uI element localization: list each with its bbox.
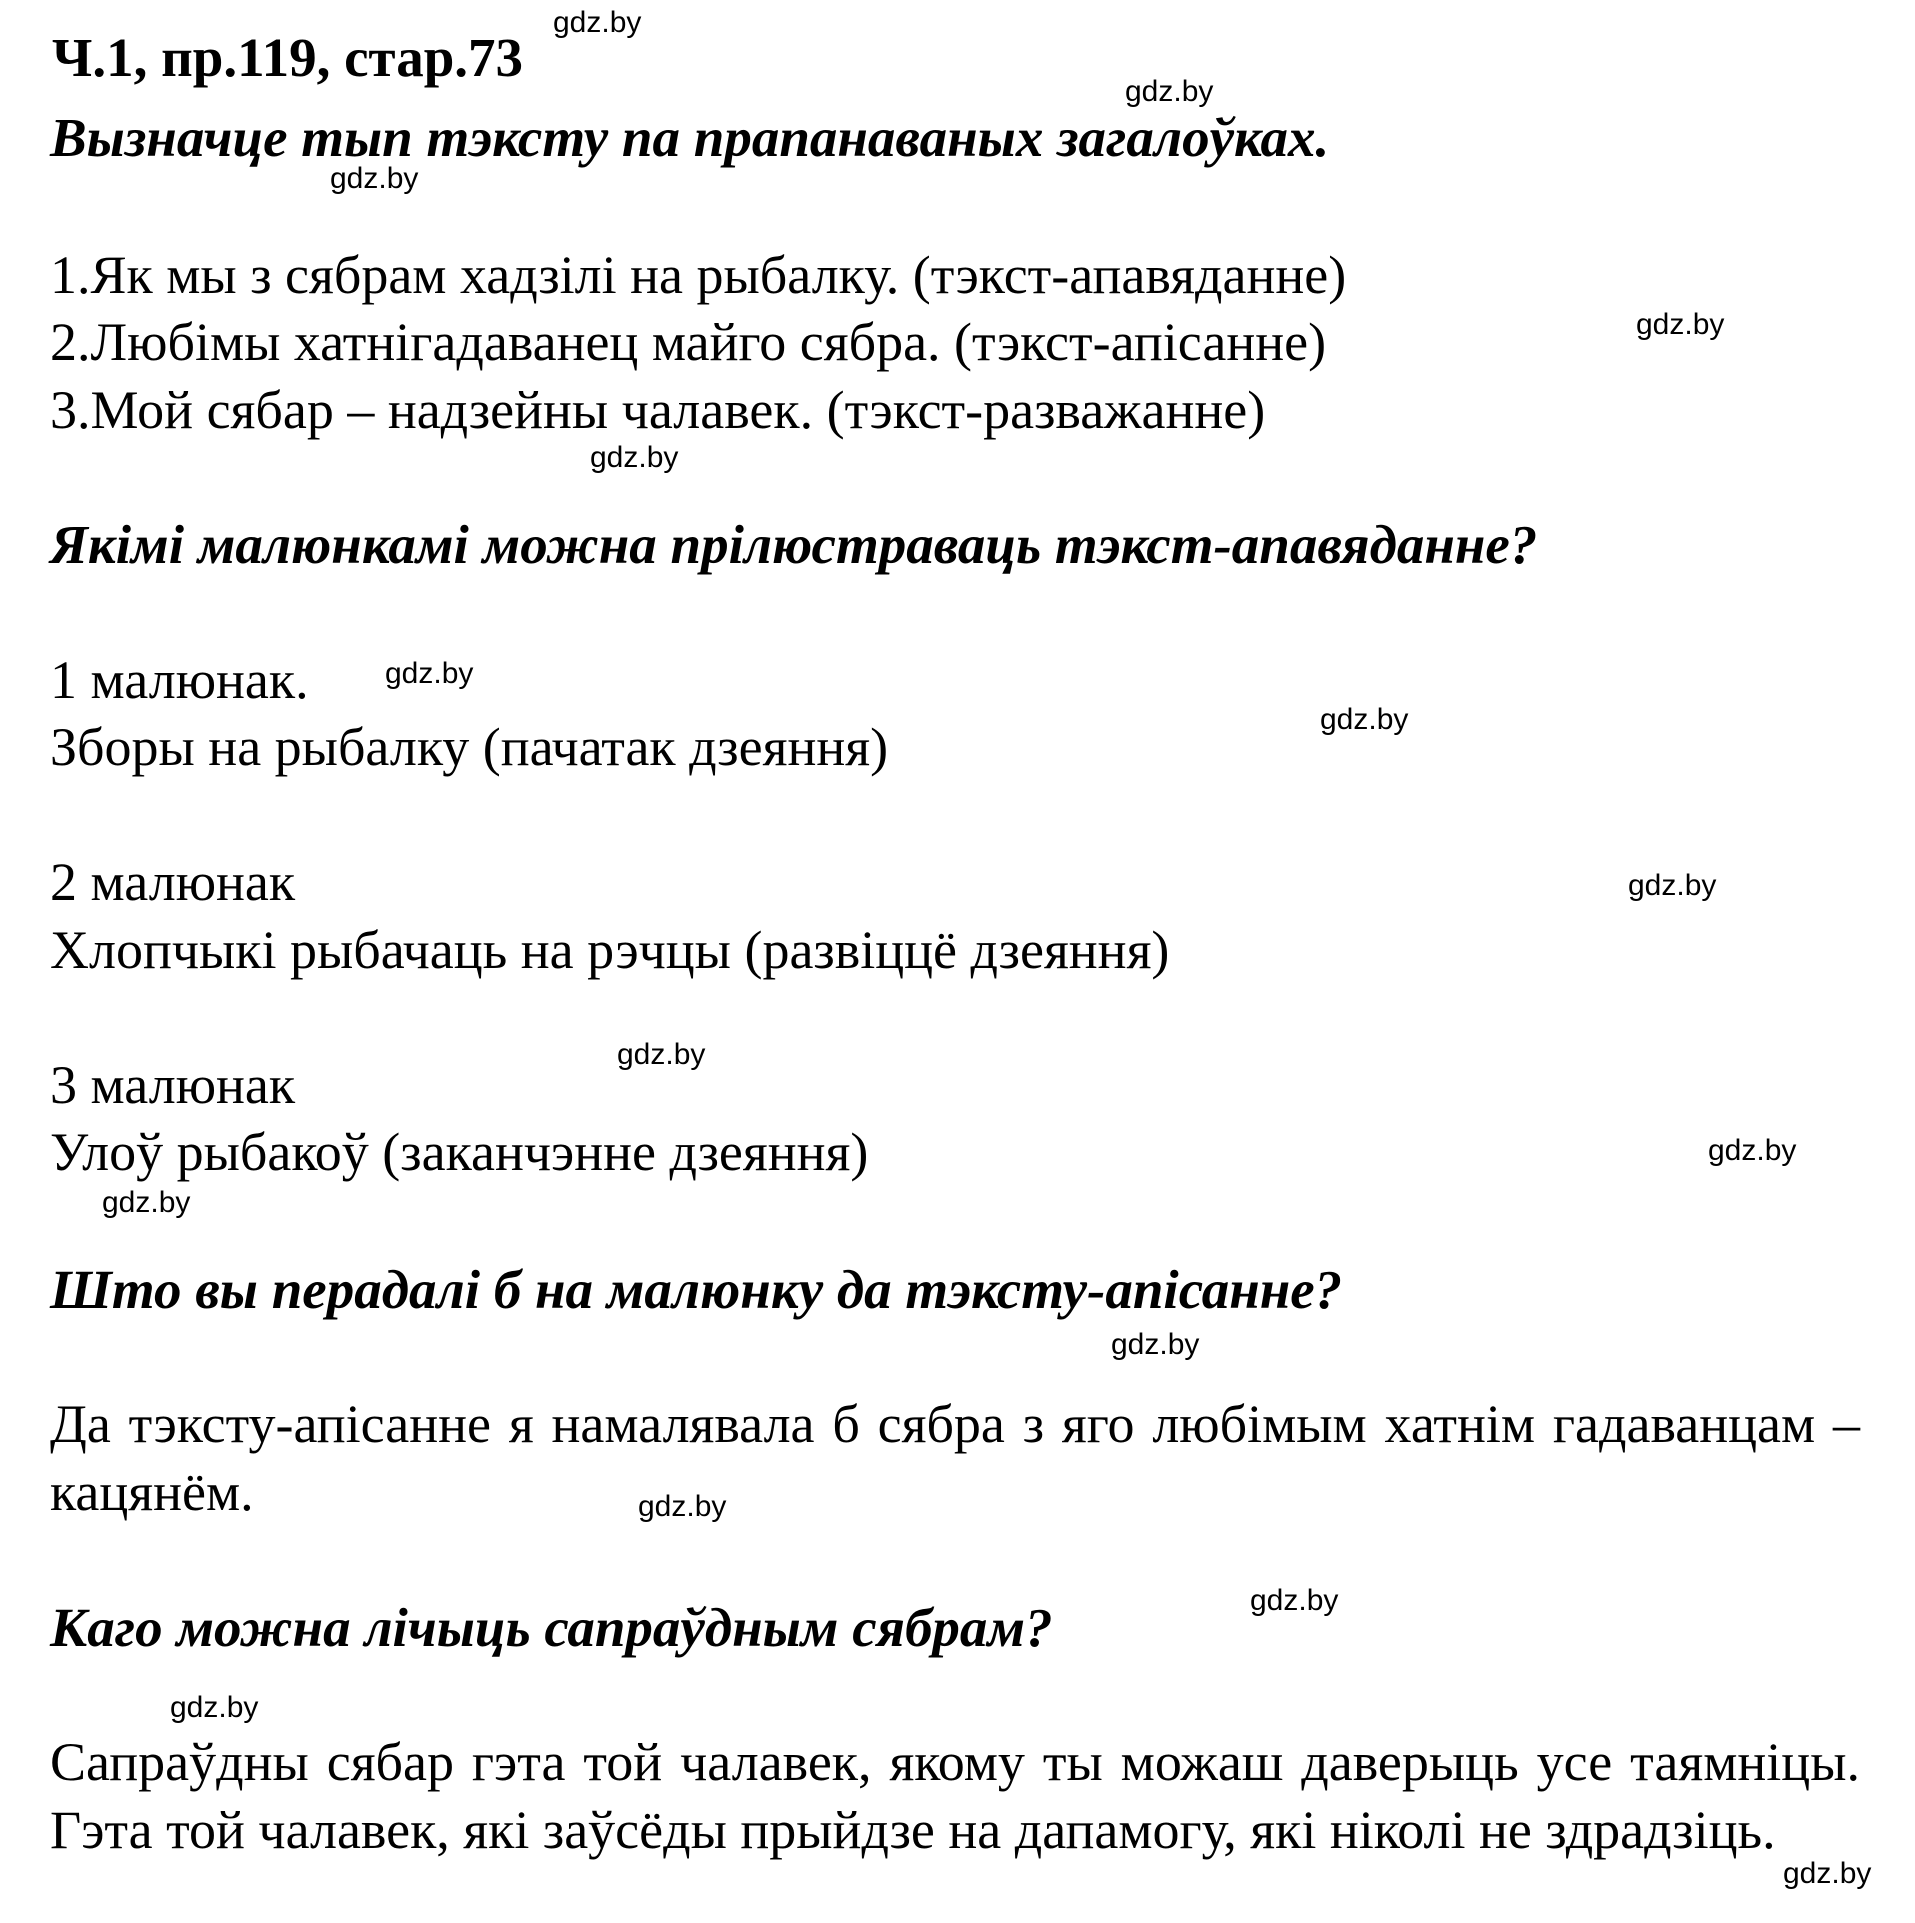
picture-1-text: Зборы на рыбалку (пачатак дзеяння) [50, 717, 889, 777]
watermark: gdz.by [170, 1691, 259, 1724]
watermark: gdz.by [1636, 308, 1725, 341]
picture-1-label: 1 малюнак. [50, 650, 309, 710]
watermark: gdz.by [1783, 1857, 1872, 1890]
watermark: gdz.by [1628, 869, 1717, 902]
section-2-heading: Якімі малюнкамі можна прілюстраваць тэкст-апавяданне? [50, 514, 1538, 575]
watermark: gdz.by [1708, 1134, 1797, 1167]
watermark: gdz.by [330, 162, 419, 195]
watermark: gdz.by [1250, 1584, 1339, 1617]
watermark: gdz.by [638, 1490, 727, 1523]
section-4-paragraph: Сапраўдны сябар гэта той чалавек, якому ты можаш даверыць усе таямніцы. Гэта той чалавек, які заўсёды прыйдзе на дапамогу, які ніколі не здрадзіць. [50, 1732, 1860, 1860]
section-4-heading: Каго можна лічыць сапраўдным сябрам? [50, 1597, 1053, 1658]
watermark: gdz.by [617, 1038, 706, 1071]
watermark: gdz.by [590, 441, 679, 474]
watermark: gdz.by [1320, 703, 1409, 736]
watermark: gdz.by [385, 657, 474, 690]
section-3-heading: Што вы перадалі б на малюнку да тэксту-апісанне? [50, 1259, 1343, 1320]
watermark: gdz.by [1111, 1328, 1200, 1361]
watermark: gdz.by [102, 1186, 191, 1219]
picture-2-label: 2 малюнак [50, 852, 296, 912]
section-1-line-2: 2.Любімы хатнігадаванец майго сябра. (тэкст-апісанне) [50, 312, 1327, 372]
section-1-heading: Вызначце тып тэксту па прапанаваных загалоўках. [50, 107, 1330, 168]
watermark: gdz.by [553, 6, 642, 39]
picture-2-text: Хлопчыкі рыбачаць на рэчцы (развіццё дзеяння) [50, 920, 1170, 980]
picture-3-text: Улоў рыбакоў (заканчэнне дзеяння) [50, 1122, 869, 1182]
picture-3-label: 3 малюнак [50, 1055, 296, 1115]
section-1-line-3: 3.Мой сябар – надзейны чалавек. (тэкст-разважанне) [50, 380, 1266, 440]
section-3-paragraph: Да тэксту-апісанне я намалявала б сябра з яго любімым хатнім гадаванцам – кацянём. [50, 1394, 1860, 1522]
page-title: Ч.1, пр.119, стар.73 [52, 27, 524, 88]
watermark: gdz.by [1125, 75, 1214, 108]
section-1-line-1: 1.Як мы з сябрам хадзілі на рыбалку. (тэкст-апавяданне) [50, 245, 1347, 305]
